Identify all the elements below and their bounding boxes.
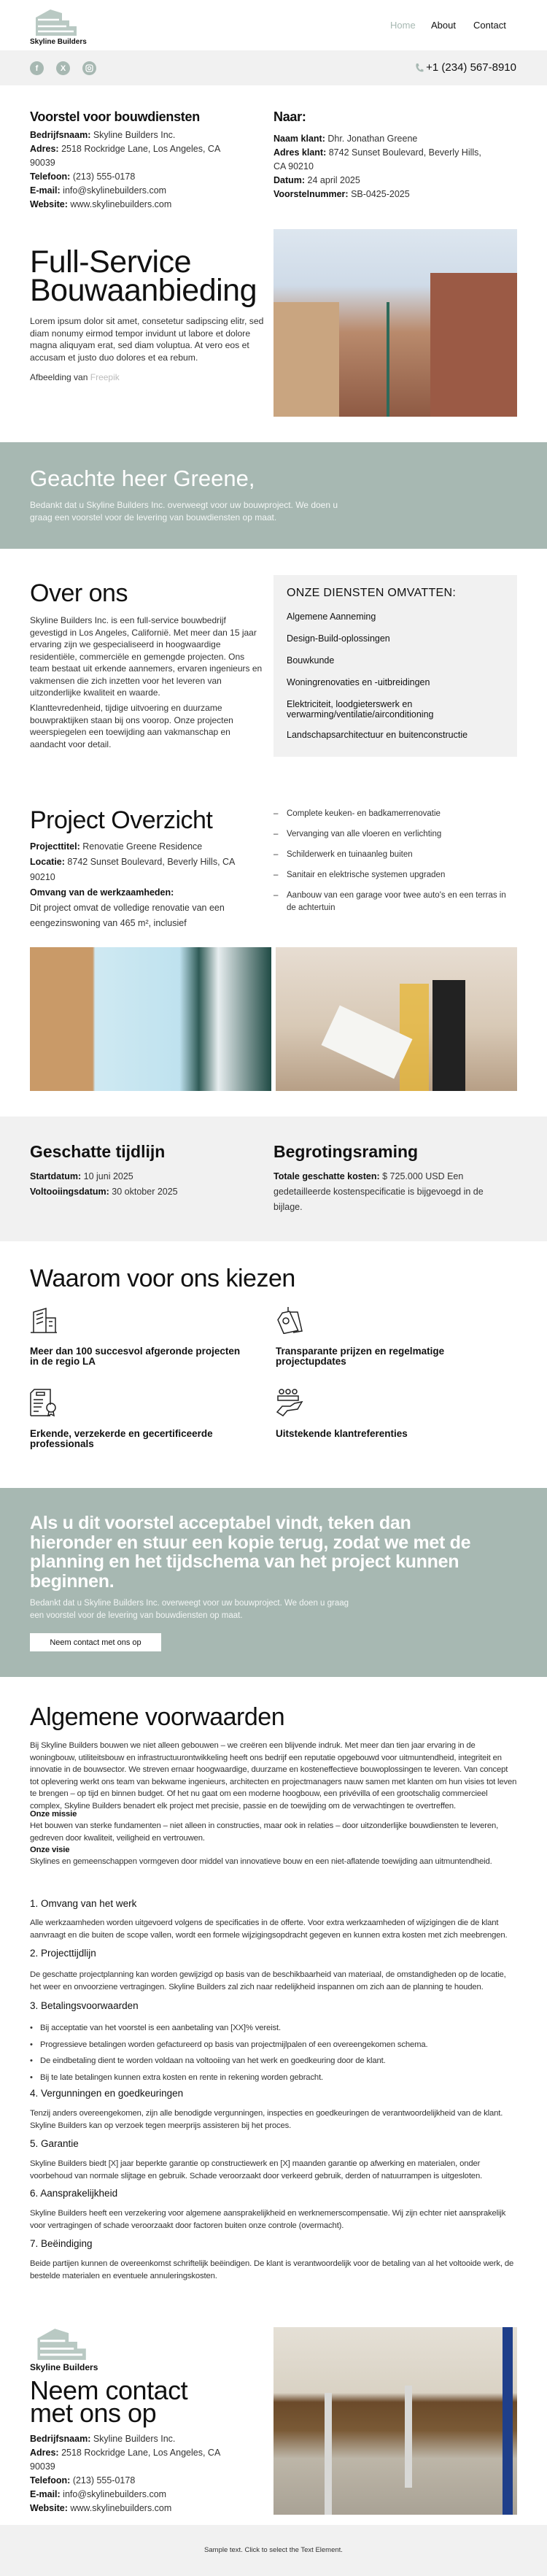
mission-text: Het bouwen van sterke fundamenten – niet alleen in constructies, maar ook in relaties – door uitzonderlijke bouwdiensten te leveren, gedreven door kwaliteit, veiligheid en vertrouwen. bbox=[30, 1821, 499, 1843]
phone-number: +1 (234) 567-8910 bbox=[426, 61, 516, 74]
x-icon[interactable]: X bbox=[56, 61, 70, 75]
logo-text: Skyline Builders bbox=[30, 2362, 98, 2372]
mission-label: Onze missie bbox=[30, 1810, 77, 1819]
payment-term: • Bij acceptatie van het voorstel is een aanbetaling van [XX]% vereist. bbox=[30, 2020, 519, 2037]
why-item: Erkende, verzekerde en gecertificeerde professionals bbox=[30, 1428, 213, 1449]
project-fields bbox=[30, 839, 249, 931]
field-date: Datum: 24 april 2025 bbox=[274, 175, 360, 185]
people-hand-icon bbox=[276, 1389, 303, 1416]
service-item: Design-Build-oplossingen bbox=[287, 633, 390, 644]
freepik-link[interactable]: Freepik bbox=[90, 372, 120, 382]
why-item: Transparante prijzen en regelmatige projectupdates bbox=[276, 1346, 445, 1367]
recipient-fields bbox=[274, 132, 492, 201]
services-title: ONZE DIENSTEN OMVATTEN: bbox=[287, 587, 457, 599]
vision-label: Onze visie bbox=[30, 1846, 70, 1854]
field-client-name: Naam klant: Dhr. Jonathan Greene bbox=[274, 134, 418, 144]
service-item: Bouwkunde bbox=[287, 655, 335, 666]
about-paragraph-1: Skyline Builders Inc. is een full-service bouwbedrijf gevestigd in Los Angeles, Californië. Met meer dan 15 jaar ervaring zijn we gespecialiseerd in hoogwaardige residentiële, commerciële en gemengde projecten. Ons team bestaat uit erkende aannemers, ervaren ingenieurs en vakmensen die zich inzetten voor het leveren van uitzonderlijke kwaliteit en waarde. bbox=[30, 615, 263, 698]
cta-title: Als u dit voorstel acceptabel vindt, teken dan hieronder en stuur een kopie terug, zodat we met de planning en het tijdschema van het project kunnen beginnen. bbox=[30, 1513, 471, 1592]
construction-site-image bbox=[274, 2327, 517, 2515]
scope-bullet: – Complete keuken- en badkamerrenovatie bbox=[274, 808, 514, 820]
hero-body: Lorem ipsum dolor sit amet, consetetur sadipscing elitr, sed diam nonumy eirmod tempor invidunt ut labore et dolore magna aliquyam erat, sed diam voluptua. At vero eos et accusam et justo duo dolores et ea rebum. bbox=[30, 316, 264, 363]
terms-title: Algemene voorwaarden bbox=[30, 1703, 285, 1731]
field-company: Bedrijfsnaam: Skyline Builders Inc. bbox=[30, 130, 176, 140]
terms-heading: 4. Vergunningen en goedkeuringen bbox=[30, 2088, 184, 2099]
about-title: Over ons bbox=[30, 579, 128, 607]
why-item: Meer dan 100 succesvol afgeronde projecten in de regio LA bbox=[30, 1346, 241, 1367]
contact-fields: Bedrijfsnaam: Skyline Builders Inc. Adres: 2518 Rockridge Lane, Los Angeles, CA 90039 Telefoon: (213) 555-0178 E-mail: info@skylinebuilders.com Website: www.skylinebuilders.com bbox=[30, 2434, 220, 2513]
certificate-icon bbox=[30, 1389, 58, 1416]
field-proposal-number: Voorstelnummer: SB-0425-2025 bbox=[274, 189, 410, 199]
engineers-blueprint-image bbox=[276, 947, 517, 1091]
budget-title: Begrotingsraming bbox=[274, 1142, 419, 1161]
terms-heading: 6. Aansprakelijkheid bbox=[30, 2188, 118, 2199]
footer-logo bbox=[30, 2328, 103, 2372]
terms-body: Alle werkzaamheden worden uitgevoerd volgens de specificaties in de offerte. Voor extra werkzaamheden of wijzigingen die de klant aanvraagt en die buiten de scope vallen, wordt een formele wijzigingsopdracht gegeven en kunnen extra kosten met zich meebrengen. bbox=[30, 1918, 508, 1940]
nav-about[interactable]: About bbox=[431, 20, 456, 31]
service-item: Woningrenovaties en -uitbreidingen bbox=[287, 677, 430, 687]
scope-label: Omvang van de werkzaamheden: bbox=[30, 887, 174, 898]
building-logo-icon bbox=[34, 9, 81, 36]
hero-title: Full-Service Bouwaanbieding bbox=[30, 244, 257, 308]
vision-text: Skylines en gemeenschappen vormgeven door middel van innovatieve bouw en een niet-aflatende toewijding aan uitmuntendheid. bbox=[30, 1857, 492, 1866]
terms-heading: 2. Projecttijdlijn bbox=[30, 1948, 96, 1959]
service-item: Algemene Aanneming bbox=[287, 612, 376, 622]
facebook-icon[interactable]: f bbox=[30, 61, 44, 75]
field-location: Locatie: 8742 Sunset Boulevard, Beverly Hills, CA 90210 bbox=[30, 857, 235, 882]
scope-bullet: – Vervanging van alle vloeren en verlichting bbox=[274, 828, 514, 841]
scope-bullet: – Sanitair en elektrische systemen upgraden bbox=[274, 869, 514, 882]
payment-term: • Progressieve betalingen worden gefactureerd op basis van projectmijlpalen of een overeengekomen schema. bbox=[30, 2037, 519, 2054]
project-title: Project Overzicht bbox=[30, 806, 213, 834]
terms-body: Skyline Builders heeft een verzekering voor algemene aansprakelijkheid en werknemerscompensatie. Wij zijn echter niet aansprakelijk voor vertragingen of schade veroorzaakt door factoren buiten onze controle (overmacht). bbox=[30, 2209, 506, 2230]
field-website: Website: www.skylinebuilders.com bbox=[30, 199, 172, 209]
payment-term: • Bij te late betalingen kunnen extra kosten en rente in rekening worden gebracht. bbox=[30, 2070, 519, 2086]
field-client-address: Adres klant: 8742 Sunset Boulevard, Beverly Hills, CA 90210 bbox=[274, 147, 481, 171]
instagram-icon[interactable] bbox=[82, 61, 96, 75]
building-logo-icon bbox=[34, 2328, 93, 2361]
service-item: Landschapsarchitectuur en buitenconstructie bbox=[287, 730, 468, 740]
nav-contact[interactable]: Contact bbox=[473, 20, 506, 31]
timeline-title: Geschatte tijdlijn bbox=[30, 1142, 166, 1161]
field-address: Adres: 2518 Rockridge Lane, Los Angeles, CA 90039 bbox=[30, 144, 220, 168]
image-credit: Afbeelding van Freepik bbox=[30, 372, 120, 382]
scope-bullet: – Aanbouw van een garage voor twee auto's en een terras in de achtertuin bbox=[274, 890, 514, 914]
terms-heading: 1. Omvang van het werk bbox=[30, 1898, 137, 1909]
terms-body: Skyline Builders biedt [X] jaar beperkte garantie op constructiewerk en [X] maanden garantie op afwerking en materialen, onder voorbehoud van normale slijtage en gebruik. Schade veroorzaakt door verkeerd gebruik, derden of natuurrampen is uitgesloten. bbox=[30, 2159, 483, 2180]
payment-term: • De eindbetaling dient te worden voldaan na voltooiing van het werk en goedkeuring door de klant. bbox=[30, 2053, 519, 2070]
payment-terms-list bbox=[30, 2020, 519, 2086]
terms-body: Beide partijen kunnen de overeenkomst schriftelijk beëindigen. De klant is verantwoordelijk voor de betaling van al het voltooide werk, de bestelde materialen en eventuele annuleringskosten. bbox=[30, 2259, 514, 2280]
field-email: E-mail: info@skylinebuilders.com bbox=[30, 185, 167, 196]
price-tag-icon bbox=[276, 1306, 303, 1334]
scope-bullet: – Schilderwerk en tuinaanleg buiten bbox=[274, 849, 514, 861]
contact-title: Neem contact met ons op bbox=[30, 2375, 188, 2428]
about-paragraph-2: Klanttevredenheid, tijdige uitvoering en duurzame bouwpraktijken staan bij ons voorop. Onze projecten weerspiegelen een toewijding aan vakmanschap en aandacht voor detail. bbox=[30, 703, 233, 749]
field-project-title: Projecttitel: Renovatie Greene Residence bbox=[30, 841, 203, 852]
cta-body: Bedankt dat u Skyline Builders Inc. overweegt voor uw bouwproject. We doen u graag een voorstel voor de levering van bouwdiensten op maat. bbox=[30, 1599, 349, 1620]
greeting-title: Geachte heer Greene, bbox=[30, 466, 255, 491]
terms-heading: 5. Garantie bbox=[30, 2138, 79, 2149]
proposal-title: Voorstel voor bouwdiensten bbox=[30, 109, 200, 124]
footer-text[interactable]: Sample text. Click to select the Text Element. bbox=[204, 2546, 343, 2554]
scope-text: Dit project omvat de volledige renovatie van een eengezinswoning van 465 m², inclusief bbox=[30, 903, 225, 928]
why-item: Uitstekende klantreferenties bbox=[276, 1428, 408, 1439]
logo-text: Skyline Builders bbox=[30, 38, 87, 46]
greeting-body: Bedankt dat u Skyline Builders Inc. overweegt voor uw bouwproject. We doen u graag een voorstel voor de levering van bouwdiensten op maat. bbox=[30, 500, 338, 522]
budget-fields: Totale geschatte kosten: $ 725.000 USD Een gedetailleerde kostenspecificatie is bijgevoegd in de bijlage. bbox=[274, 1171, 484, 1212]
contact-button[interactable]: Neem contact met ons op bbox=[30, 1633, 161, 1651]
terms-body: Tenzij anders overeengekomen, zijn alle benodigde vergunningen, inspecties en goedkeuringen de verantwoordelijkheid van de klant. Skyline Builders kan op verzoek tegen meerprijs assisteren bij het proces. bbox=[30, 2109, 503, 2130]
logo[interactable] bbox=[30, 9, 88, 46]
recipient-title: Naar: bbox=[274, 109, 306, 124]
proposal-fields bbox=[30, 128, 238, 212]
terms-heading: 7. Beëindiging bbox=[30, 2238, 93, 2249]
building-facade-image bbox=[30, 947, 271, 1091]
greeting-banner bbox=[0, 442, 547, 549]
hero-construction-image bbox=[274, 229, 517, 417]
terms-body: De geschatte projectplanning kan worden gewijzigd op basis van de beschikbaarheid van materiaal, de omstandigheden op de locatie, het weer en onvoorziene vertragingen. Skyline Builders zal zich naar redelijkheid inspannen om zich aan de planning te houden. bbox=[30, 1970, 506, 1991]
terms-heading: 3. Betalingsvoorwaarden bbox=[30, 2000, 139, 2011]
terms-intro: Bij Skyline Builders bouwen we niet alleen gebouwen – we creëren een blijvende indruk. Met meer dan tien jaar ervaring in de woningbouw, utiliteitsbouw en infrastructuurontwikkeling heeft ons bedrijf een reputatie opgebouwd voor uitmuntendheid, integriteit en innovatie in de bouwsector. We streven ernaar hoogwaardige, duurzame en kosteneffectieve bouwoplossingen te leveren. Van concept tot oplevering werkt ons team van bekwame ingenieurs, architecten en projectmanagers nauw samen met klanten om hun visies tot leven te brengen – op tijd en binnen budget. Of het nu gaat om een moderne hoogbouw, een privévilla of een grootschalig commercieel complex, Skyline Builders benadert elk project met precisie, passie en de toewijding om de verwachtingen te overtreffen. bbox=[30, 1741, 517, 1810]
field-phone: Telefoon: (213) 555-0178 bbox=[30, 171, 136, 182]
buildings-icon bbox=[30, 1306, 58, 1334]
service-item: Elektriciteit, loodgieterswerk en verwarming/ventilatie/airconditioning bbox=[287, 699, 434, 720]
phone-link[interactable] bbox=[415, 61, 516, 74]
nav-home[interactable]: Home bbox=[390, 20, 416, 31]
timeline-fields: Startdatum: 10 juni 2025 Voltooiingsdatum: 30 oktober 2025 bbox=[30, 1171, 178, 1197]
phone-icon bbox=[415, 63, 424, 73]
why-title: Waarom voor ons kiezen bbox=[30, 1265, 295, 1292]
